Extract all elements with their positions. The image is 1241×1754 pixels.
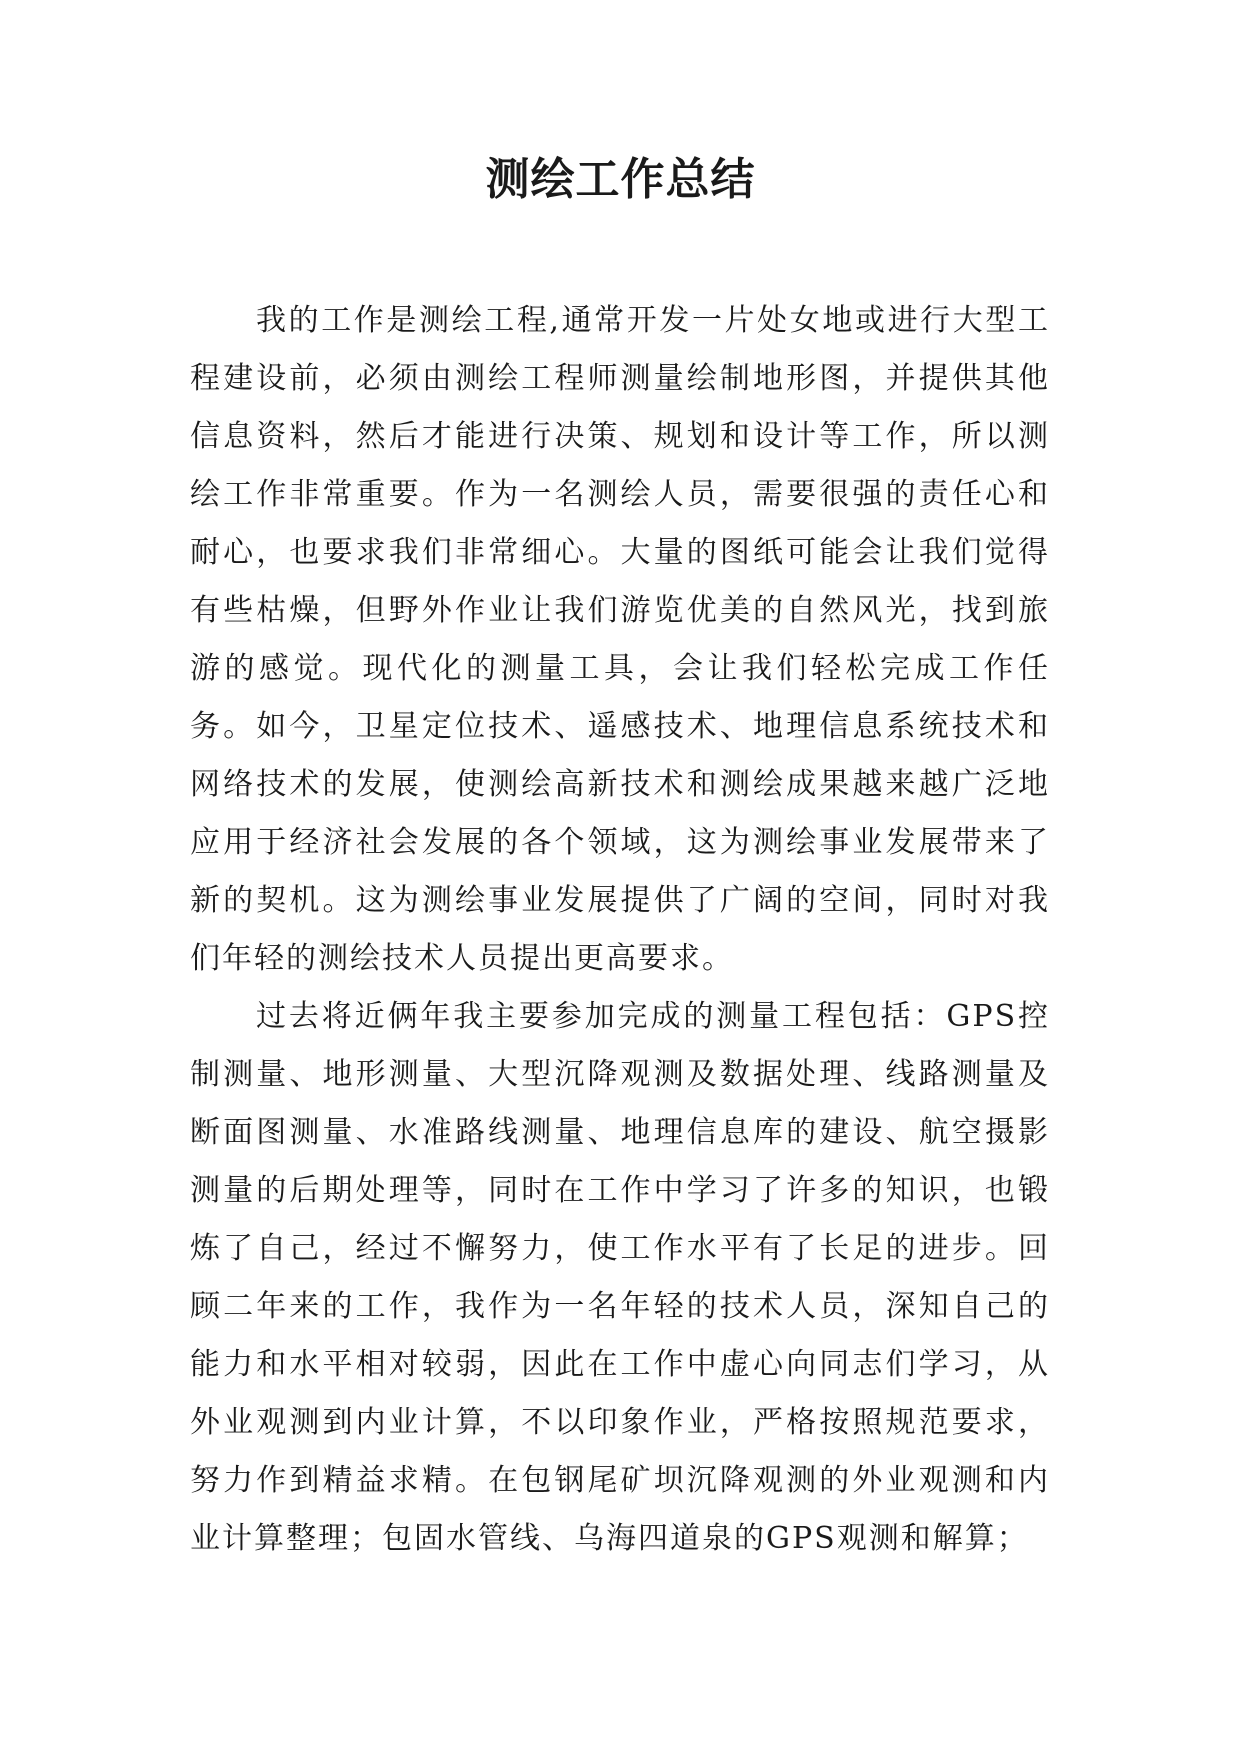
body-paragraph-2: 过去将近俩年我主要参加完成的测量工程包括：GPS控制测量、地形测量、大型沉降观测及数据处理、线路测量及断面图测量、水准路线测量、地理信息库的建设、航空摄影测量的后期处理等，同时在工作中学习了许多的知识，也锻炼了自己，经过不懈努力，使工作水平有了长足的进步。回顾二年来的工作，我作为一名年轻的技术人员，深知自己的能力和水平相对较弱，因此在工作中虚心向同志们学习，从外业观测到内业计算，不以印象作业，严格按照规范要求，努力作到精益求精。在包钢尾矿坝沉降观测的外业观测和内业计算整理；包固水管线、乌海四道泉的GPS观测和解算；	[190, 999, 1050, 1556]
document-body	[190, 292, 1050, 1568]
body-paragraph-1: 我的工作是测绘工程,通常开发一片处女地或进行大型工程建设前，必须由测绘工程师测量绘制地形图，并提供其他信息资料，然后才能进行决策、规划和设计等工作，所以测绘工作非常重要。作为一名测绘人员，需要很强的责任心和耐心，也要求我们非常细心。大量的图纸可能会让我们觉得有些枯燥，但野外作业让我们游览优美的自然风光，找到旅游的感觉。现代化的测量工具，会让我们轻松完成工作任务。如今，卫星定位技术、遥感技术、地理信息系统技术和网络技术的发展，使测绘高新技术和测绘成果越来越广泛地应用于经济社会发展的各个领域，这为测绘事业发展带来了新的契机。这为测绘事业发展提供了广阔的空间，同时对我们年轻的测绘技术人员提出更高要求。	[190, 303, 1050, 976]
document-title: 测绘工作总结	[485, 154, 756, 205]
